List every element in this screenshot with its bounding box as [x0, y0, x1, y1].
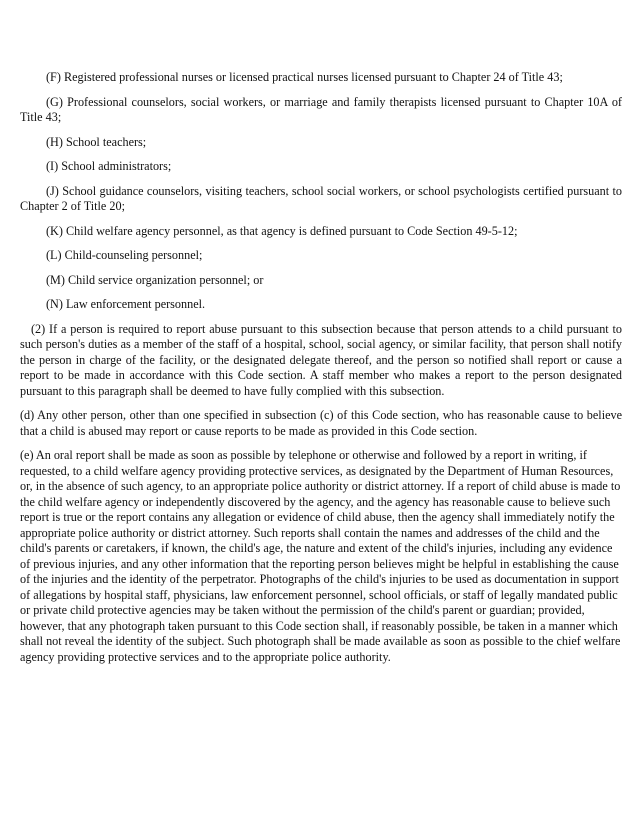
list-item-l: (L) Child-counseling personnel; — [46, 248, 203, 262]
paragraph-2: (2) If a person is required to report abuse pursuant to this subsection because that person attends to a child pursuant to such person's duties as a member of the staff of a hospital, school, social agency, or similar facility, that person shall notify the person in charge of the facility, or the designated delegate thereof, and the person so notified shall report or cause a report to be made in accordance with this Code section. A staff member who makes a report to the person designated pursuant to this paragraph shall be deemed to have fully complied with this subsection. — [20, 321, 622, 398]
list-item-g: (G) Professional counselors, social workers, or marriage and family therapists licensed pursuant to Chapter 10A of Title 43; — [20, 94, 622, 124]
list-item-k: (K) Child welfare agency personnel, as that agency is defined pursuant to Code Section 49-5-12; — [46, 223, 518, 238]
subsection-d: (d) Any other person, other than one specified in subsection (c) of this Code section, who has reasonable cause to believe that a child is abused may report or cause reports to be made as provided in this Code section. — [20, 408, 622, 438]
list-item-j: (J) School guidance counselors, visiting teachers, school social workers, or school psychologists certified pursuant to Chapter 2 of Title 20; — [20, 183, 622, 213]
list-item-m: (M) Child service organization personnel; or — [46, 272, 264, 287]
list-item-f: (F) Registered professional nurses or licensed practical nurses licensed pursuant to Chapter 24 of Title 43; — [46, 70, 563, 84]
list-item-h: (H) School teachers; — [46, 134, 147, 149]
document-page — [20, 70, 622, 674]
subsection-e: (e) An oral report shall be made as soon as possible by telephone or otherwise and followed by a report in writing, if requested, to a child welfare agency providing protective services, as designated by the Department of Human Resources, or, in the absence of such agency, to an appropriate police authority or district attorney. If a report of child abuse is made to the child welfare agency or independently discovered by the agency, and the agency has reasonable cause to believe such report is true or the report contains any allegation or evidence of child abuse, then the agency shall immediately notify the appropriate police authority or district attorney. Such reports shall contain the names and addresses of the child and the child's parents or caretakers, if known, the child's age, the nature and extent of the child's injuries, including any evidence of previous injuries, and any other information that the reporting person believes might be helpful in establishing the cause of the injuries and the identity of the perpetrator. Photographs of the child's injuries to be used as documentation in support of allegations by hospital staff, physicians, law enforcement personnel, school officials, or staff of legally mandated public or private child protective agencies may be taken without the permission of the child's parent or guardian; provided, however, that any photograph taken pursuant to this Code section shall, if reasonably possible, be taken in a manner which shall not reveal the identity of the subject. Such photograph shall be made available as soon as possible to the chief welfare agency providing protective services and to the appropriate police authority. — [20, 448, 621, 664]
list-item-i: (I) School administrators; — [46, 159, 172, 173]
list-item-n: (N) Law enforcement personnel. — [46, 297, 206, 311]
